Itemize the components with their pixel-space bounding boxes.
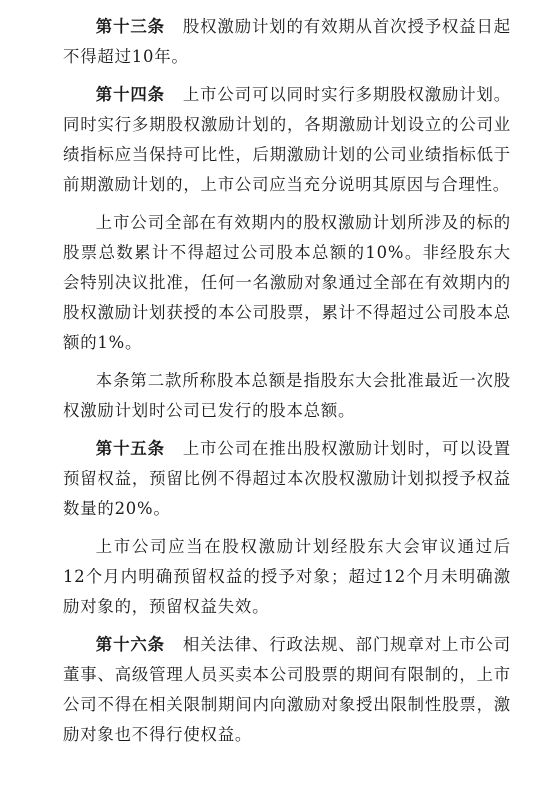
article-14-paragraph [63,80,511,200]
article-15-label: 第十五条 [95,439,165,458]
article-15-text: 上市公司在推出股权激励计划时，可以设置预留权益，预留比例不得超过本次股权激励计划拟授予权益数量的20%。 [63,439,511,518]
article-15-clause-2 [63,532,511,622]
article-16-paragraph [63,630,511,750]
article-14-clause-3 [63,366,511,426]
article-16-text: 相关法律、行政法规、部门规章对上市公司董事、高级管理人员买卖本公司股票的期间有限制的，上市公司不得在相关限制期间内向激励对象授出限制性股票，激励对象也不得行使权益。 [63,635,511,744]
article-13-label: 第十三条 [95,17,165,36]
article-15-clause-2-text: 上市公司应当在股权激励计划经股东大会审议通过后12个月内明确预留权益的授予对象；超过12个月未明确激励对象的，预留权益失效。 [63,537,511,616]
article-14-clause-2 [63,208,511,358]
article-13-paragraph [63,12,511,72]
article-13-text: 股权激励计划的有效期从首次授予权益日起不得超过10年。 [63,17,511,66]
article-14-clause-3-text: 本条第二款所称股本总额是指股东大会批准最近一次股权激励计划时公司已发行的股本总额。 [63,371,511,420]
article-14-text: 上市公司可以同时实行多期股权激励计划。同时实行多期股权激励计划的，各期激励计划设立的公司业绩指标应当保持可比性，后期激励计划的公司业绩指标低于前期激励计划的，上市公司应当充分说明其原因与合理性。 [63,85,511,194]
article-14-clause-2-text: 上市公司全部在有效期内的股权激励计划所涉及的标的股票总数累计不得超过公司股本总额的10%。非经股东大会特别决议批准，任何一名激励对象通过全部在有效期内的股权激励计划获授的本公司股票，累计不得超过公司股本总额的1%。 [63,213,511,352]
article-15-paragraph [63,434,511,524]
article-16-label: 第十六条 [95,635,165,654]
article-14-label: 第十四条 [95,85,165,104]
